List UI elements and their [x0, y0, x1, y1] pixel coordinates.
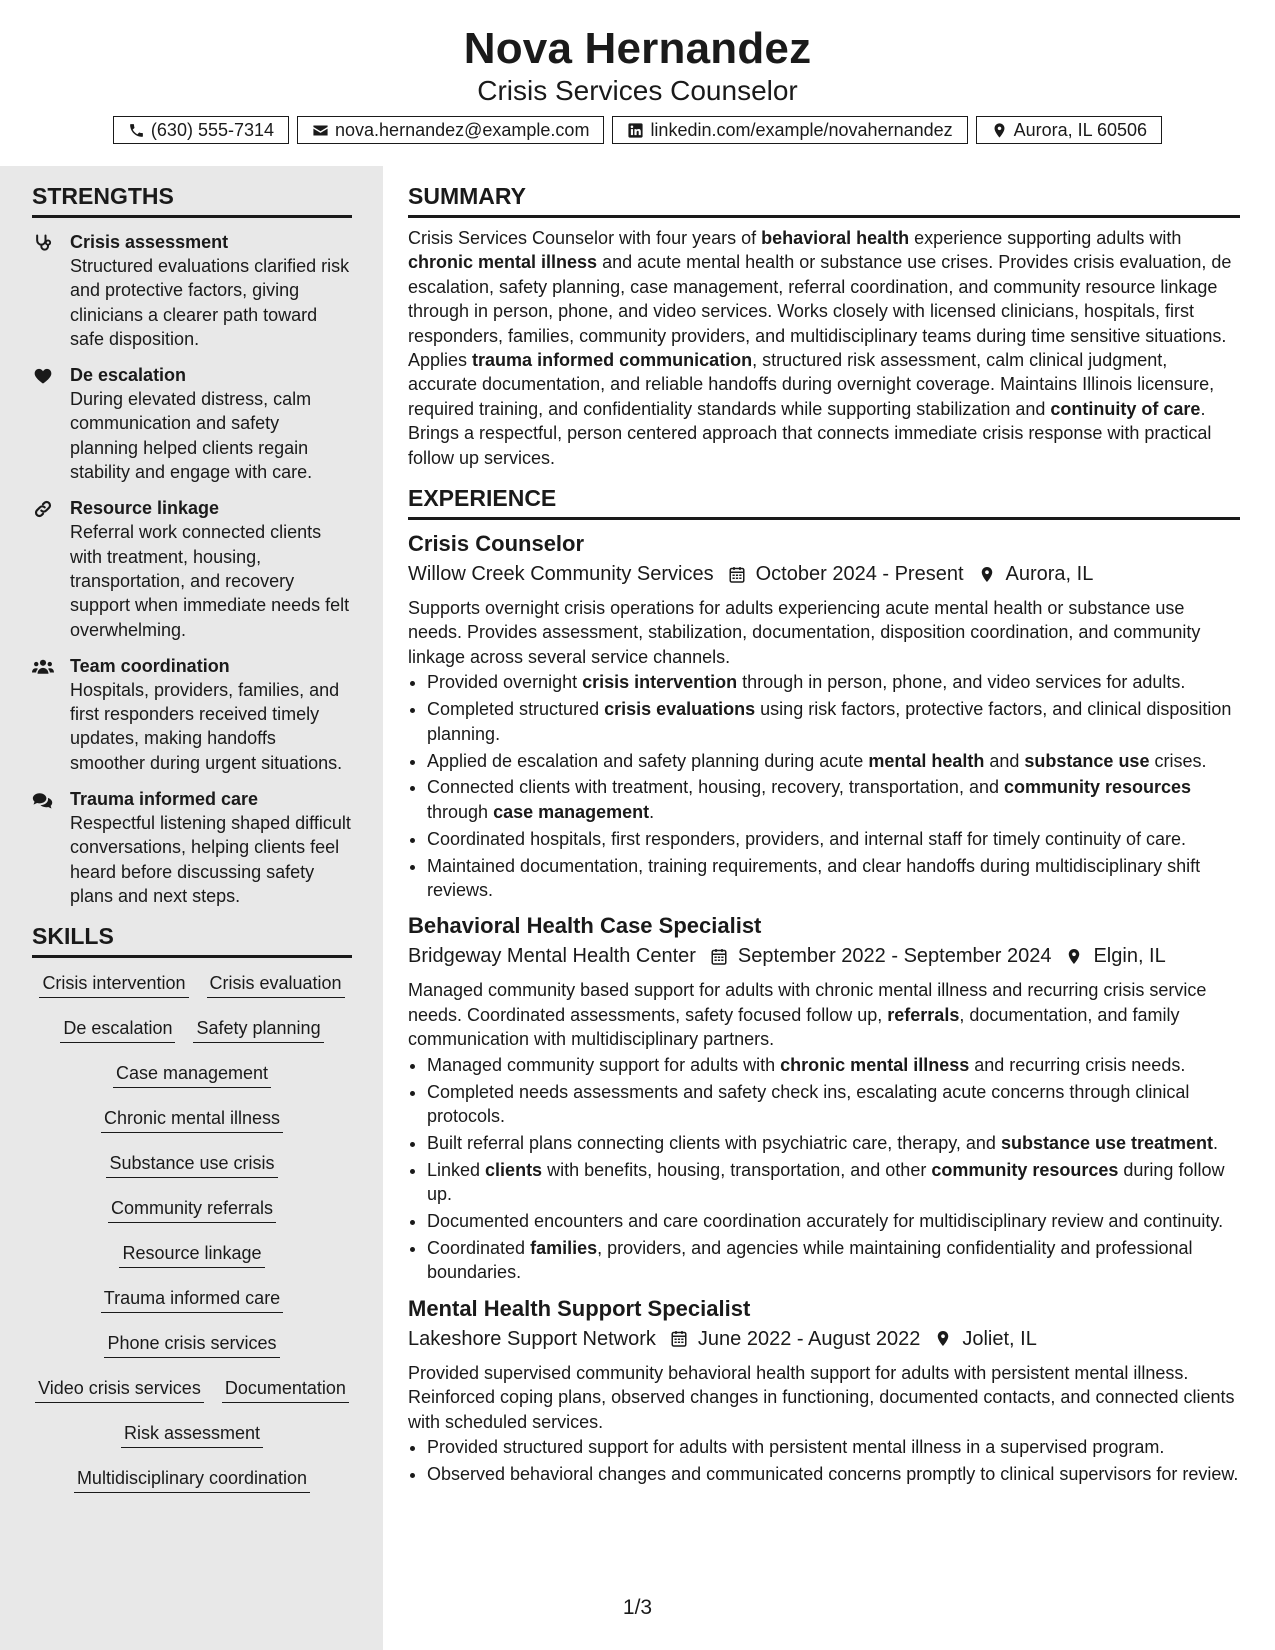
map-pin-icon — [934, 1329, 952, 1348]
contact-location — [976, 116, 1162, 144]
skill-tag: Documentation — [222, 1377, 349, 1403]
calendar-icon — [670, 1329, 688, 1348]
job-bullet: • Coordinated hospitals, first responders, providers, and internal staff for timely continuity of care. — [427, 827, 1240, 851]
strength-title: De escalation — [70, 365, 187, 386]
page-number: 1/3 — [622, 1596, 653, 1619]
skill-tag: Resource linkage — [119, 1242, 264, 1268]
bold-keyword: case management — [493, 801, 650, 822]
location-text: Aurora, IL 60506 — [1013, 119, 1148, 140]
job-bullet: • Managed community support for adults with chronic mental illness and recurring crisis needs. — [427, 1053, 1240, 1077]
strength-title: Resource linkage — [70, 498, 220, 519]
calendar-icon — [728, 565, 746, 584]
strengths-heading: STRENGTHS — [32, 182, 352, 218]
job-meta — [408, 560, 1240, 588]
bold-keyword: substance use — [1024, 750, 1150, 771]
job-bullet: • Observed behavioral changes and communicated concerns promptly to clinical supervisors for review. — [427, 1462, 1240, 1486]
summary-text: Crisis Services Counselor with four years of behavioral health experience supporting adults with chronic mental illness and acute mental health or substance use crises. Provides crisis evaluation, de escalation, safety planning, case management, referral coordination, and community resource linkage through in person, phone, and video services. Works closely with licensed clinicians, hospitals, first responders, families, community providers, and multidisciplinary teams during time sensitive situations. Applies trauma informed communication, structured risk assessment, calm clinical judgment, accurate documentation, and reliable handoffs during overnight coverage. Maintains Illinois licensure, required training, and confidentiality standards while supporting stabilization and continuity of care. Brings a respectful, person centered approach that connects immediate crisis response with practical follow up services. — [408, 228, 1232, 468]
strengths-list — [32, 230, 352, 908]
strength-title: Crisis assessment — [70, 232, 229, 252]
skill-tag: De escalation — [60, 1017, 175, 1043]
bold-keyword: trauma informed communication — [472, 350, 753, 371]
skill-tag: Risk assessment — [121, 1422, 263, 1448]
bold-keyword: clients — [485, 1159, 543, 1180]
job-bullet: • Completed structured crisis evaluations using risk factors, protective factors, and clinical disposition planning. — [427, 697, 1240, 746]
stethoscope-icon — [32, 233, 54, 253]
sidebar — [32, 182, 352, 1493]
job-location: Joliet, IL — [962, 1327, 1037, 1350]
bold-keyword: crisis intervention — [582, 672, 738, 693]
strength-item — [32, 363, 352, 484]
strength-item — [32, 787, 352, 908]
contact-phone[interactable] — [113, 116, 289, 144]
bold-keyword: families — [530, 1238, 598, 1258]
experience-heading: EXPERIENCE — [408, 484, 1240, 520]
strength-item — [32, 230, 352, 351]
job-company: Willow Creek Community Services — [408, 563, 714, 586]
job-bullet: • Applied de escalation and safety planning during acute mental health and substance use crises. — [427, 749, 1240, 773]
strength-description: Respectful listening shaped difficult conversations, helping clients feel heard before discussing safety plans and next steps. — [70, 813, 351, 906]
job-dates: September 2022 - September 2024 — [737, 945, 1052, 968]
main-column — [408, 182, 1240, 1489]
skill-tag: Chronic mental illness — [101, 1107, 283, 1133]
job-bullet: • Connected clients with treatment, housing, recovery, transportation, and community resources through case management. — [427, 775, 1240, 824]
strength-description: Structured evaluations clarified risk and protective factors, giving clinicians a clearer path toward safe disposition. — [70, 256, 350, 349]
job-bullets — [408, 1435, 1240, 1486]
candidate-title: Crisis Services Counselor — [477, 75, 798, 106]
skill-tag: Crisis evaluation — [207, 972, 345, 998]
map-pin-icon — [1065, 947, 1083, 966]
job-company: Lakeshore Support Network — [408, 1327, 656, 1350]
skill-tag: Community referrals — [108, 1197, 276, 1223]
job-title: Mental Health Support Specialist — [408, 1295, 751, 1321]
bold-keyword: continuity of care — [1050, 398, 1201, 419]
bold-keyword: substance use treatment — [1000, 1132, 1214, 1153]
job-bullet: • Provided structured support for adults with persistent mental illness in a supervised program. — [427, 1435, 1240, 1459]
bold-keyword: chronic mental illness — [780, 1054, 970, 1075]
calendar-icon — [710, 947, 728, 966]
skills-list — [32, 972, 352, 1493]
job-location: Elgin, IL — [1093, 945, 1166, 968]
skills-heading: SKILLS — [32, 922, 352, 958]
job-entry — [408, 1295, 1240, 1487]
job-dates: October 2024 - Present — [755, 563, 964, 586]
skill-tag: Safety planning — [193, 1017, 323, 1043]
contact-bar — [0, 116, 1275, 144]
candidate-name: Nova Hernandez — [463, 24, 812, 73]
bold-keyword: mental health — [868, 750, 985, 771]
resume-header — [0, 22, 1275, 144]
job-title: Crisis Counselor — [408, 531, 585, 557]
contact-email[interactable] — [297, 116, 604, 144]
job-bullet: • Coordinated families, providers, and agencies while maintaining confidentiality and professional boundaries. — [427, 1236, 1240, 1285]
job-dates: June 2022 - August 2022 — [697, 1327, 921, 1350]
job-bullets — [408, 1053, 1240, 1285]
job-location: Aurora, IL — [1005, 563, 1094, 586]
job-company: Bridgeway Mental Health Center — [408, 945, 696, 968]
email-text: nova.hernandez@example.com — [335, 119, 590, 140]
link-icon — [32, 499, 54, 519]
job-entry — [408, 530, 1240, 902]
linkedin-text: linkedin.com/example/novahernandez — [650, 119, 953, 140]
bold-keyword: community resources — [1003, 777, 1192, 798]
job-bullet: • Documented encounters and care coordination accurately for multidisciplinary review and continuity. — [427, 1209, 1240, 1233]
strength-item — [32, 654, 352, 775]
job-title: Behavioral Health Case Specialist — [408, 913, 762, 939]
job-meta — [408, 942, 1240, 970]
strength-title: Trauma informed care — [70, 789, 259, 810]
summary-heading: SUMMARY — [408, 182, 1240, 218]
bold-keyword: chronic mental illness — [408, 252, 598, 273]
job-bullet: • Completed needs assessments and safety check ins, escalating acute concerns through clinical protocols. — [427, 1080, 1240, 1129]
strength-title: Team coordination — [70, 655, 230, 676]
linkedin-icon — [627, 122, 644, 139]
envelope-icon — [312, 122, 329, 139]
skill-tag: Case management — [113, 1062, 271, 1088]
bold-keyword: community resources — [931, 1159, 1119, 1180]
map-pin-icon — [978, 565, 996, 584]
job-meta — [408, 1325, 1240, 1353]
skill-tag: Substance use crisis — [106, 1152, 277, 1178]
heart-icon — [32, 366, 54, 386]
job-bullet: • Maintained documentation, training requirements, and clear handoffs during multidisciplinary shift reviews. — [427, 854, 1240, 903]
job-bullets — [408, 670, 1240, 902]
job-description: Managed community based support for adults with chronic mental illness and recurring crisis service needs. Coordinated assessments, safety focused follow up, referrals, documentation, and family communication with multidisciplinary partners. — [408, 980, 1207, 1050]
job-bullet: • Provided overnight crisis intervention through in person, phone, and video services for adults. — [427, 670, 1240, 694]
users-icon — [32, 657, 54, 677]
map-pin-icon — [991, 122, 1008, 139]
phone-text: (630) 555-7314 — [150, 119, 275, 140]
strength-description: During elevated distress, calm communication and safety planning helped clients regain stability and engage with care. — [70, 389, 313, 483]
phone-icon — [128, 122, 145, 139]
job-bullet: • Linked clients with benefits, housing, transportation, and other community resources during follow up. — [427, 1158, 1240, 1207]
contact-linkedin[interactable] — [612, 116, 967, 144]
skill-tag: Crisis intervention — [39, 972, 188, 998]
job-description: Supports overnight crisis operations for adults experiencing acute mental health or substance use needs. Provides assessment, stabilization, documentation, disposition coordination, and community linkage across several service channels. — [408, 598, 1201, 667]
skill-tag: Multidisciplinary coordination — [74, 1467, 310, 1493]
skill-tag: Video crisis services — [35, 1377, 204, 1403]
comments-icon — [32, 790, 54, 810]
job-entry — [408, 912, 1240, 1284]
skill-tag: Phone crisis services — [104, 1332, 279, 1358]
job-description: Provided supervised community behavioral health support for adults with persistent mental illness. Reinforced coping plans, observed changes in functioning, documented contacts, and connected clients with scheduled services. — [408, 1362, 1235, 1432]
strength-description: Referral work connected clients with treatment, housing, transportation, and recovery support when immediate needs felt overwhelming. — [70, 522, 350, 640]
job-bullet: • Built referral plans connecting clients with psychiatric care, therapy, and substance use treatment. — [427, 1131, 1240, 1155]
skill-tag: Trauma informed care — [101, 1287, 283, 1313]
bold-keyword: crisis evaluations — [604, 699, 756, 720]
bold-keyword: behavioral health — [761, 228, 910, 248]
bold-keyword: referrals — [887, 1004, 960, 1025]
strength-description: Hospitals, providers, families, and first responders received timely updates, making handoffs smoother during urgent situations. — [70, 679, 343, 773]
strength-item — [32, 496, 352, 641]
